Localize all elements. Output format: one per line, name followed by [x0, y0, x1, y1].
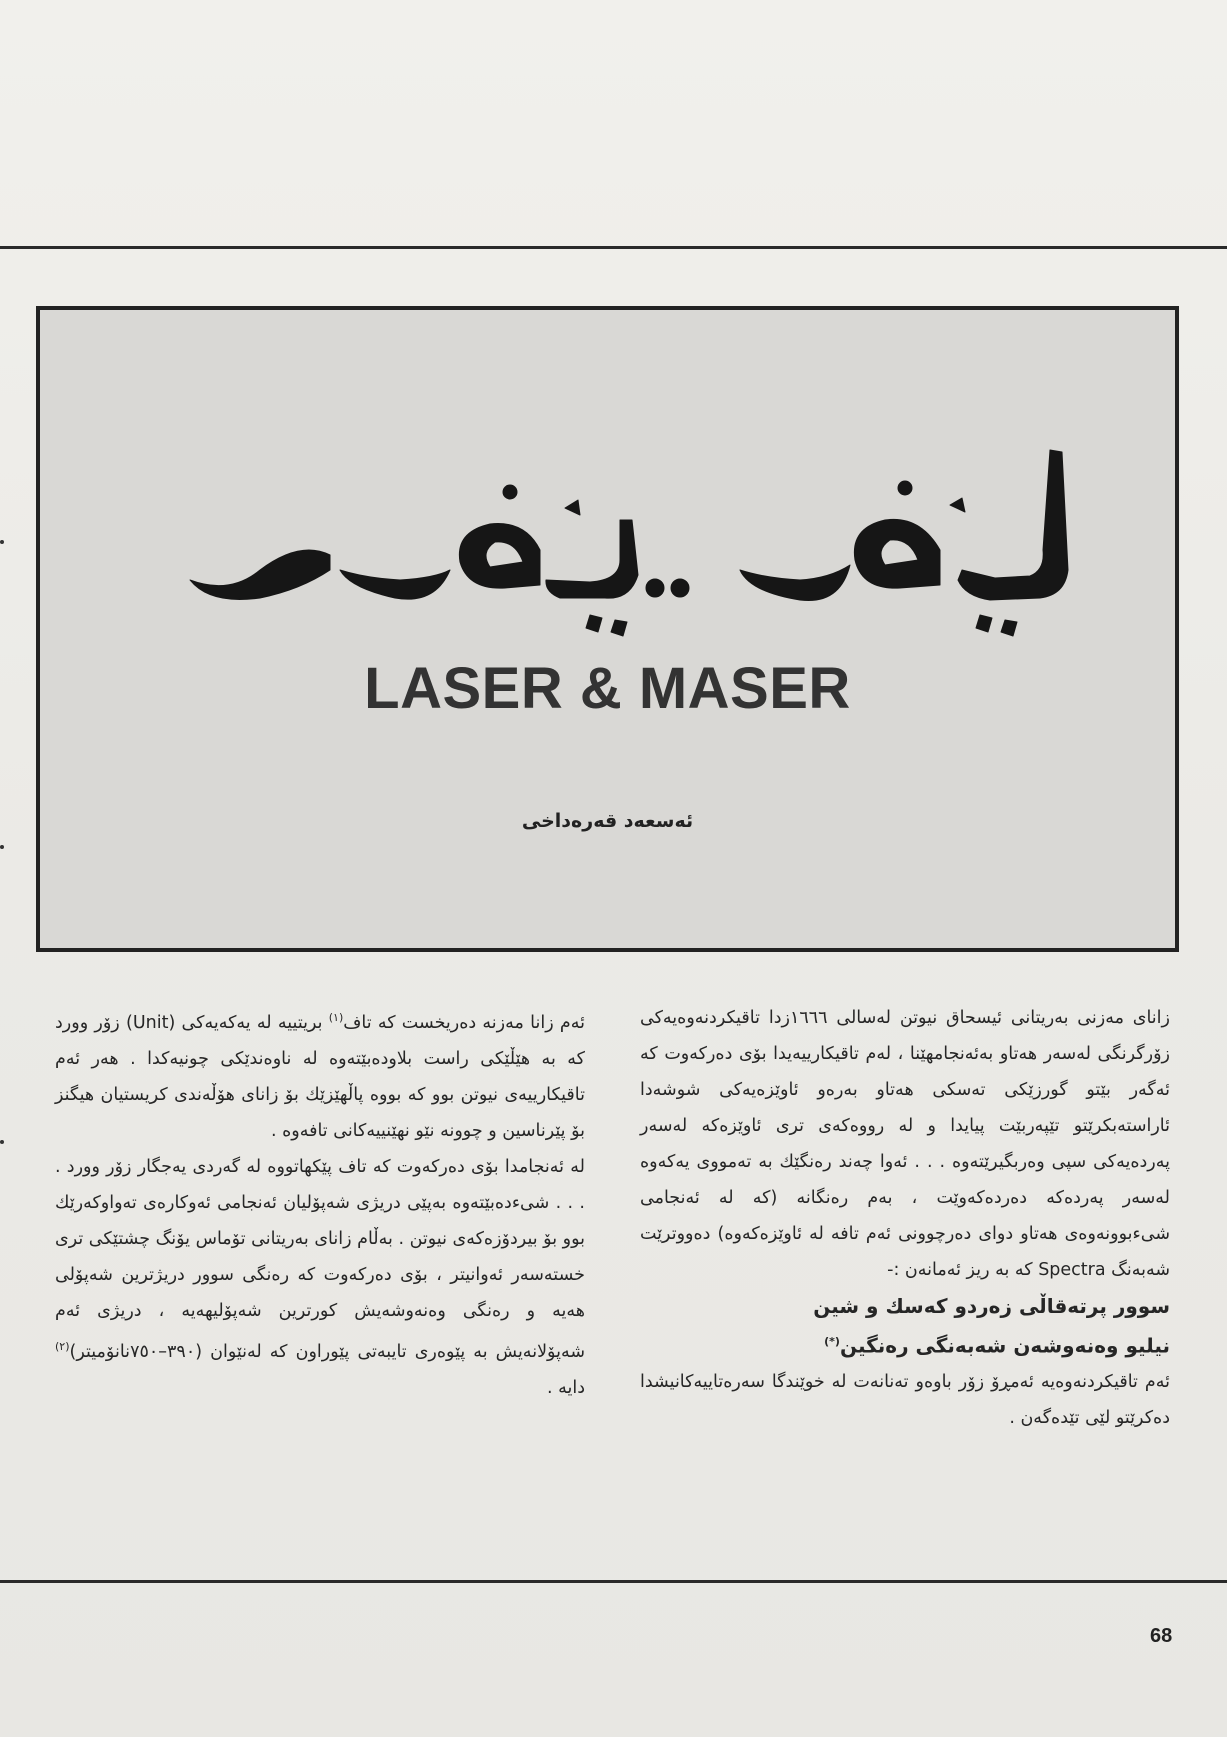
footnote-marker: (١): [328, 1011, 344, 1024]
paragraph: [55, 1149, 585, 1406]
paragraph: ئەم تاقیکردنەوەیە ئەمڕۆ زۆر باوەو تەنانەت لە خوێندگا سەرەتاییەکانیشدا دەکرێتو لێی تێدەگەن .: [640, 1371, 1170, 1428]
author-byline: ئەسعەد قەرەداخی: [521, 810, 694, 832]
paragraph-text: زۆر وورد کە بە هێڵێکی راست بلاودەبێتەوە لە ناوەندێکی چونیەکدا . هەر ئەم تاقیکارییەی نیوتن بوو کە بووە پاڵهێزێك بۆ زانای هۆڵەندی کریستیان هیگنز بۆ پێرناسین و چوونە نێو نهێنییەکانی تافەوە .: [55, 1012, 585, 1141]
spectrum-colors-line-1: سوور پرتەقاڵی زەردو کەسك و شین: [813, 1294, 1170, 1318]
unit-term: (Unit): [126, 1012, 176, 1033]
footnote-marker: (*): [824, 1335, 840, 1348]
bottom-rule: [0, 1580, 1227, 1583]
title-banner: [36, 306, 1179, 952]
paragraph-text: زانای مەزنی بەریتانی ئیسحاق نیوتن لەسالی ١٦٦٦زدا تاقیکردنەوەیەکی زۆرگرنگی لەسەر هەتاو بەئەنجامهێنا ، لەم تاقیکارییەیدا بۆی دەرکەوت کە ئەگەر بێتو گورزێکی تەسکی هەتاو بەرەو ئاوێزەیەکی شوشەدا ئاراستەبکرێتو تێپەربێت پیایدا و لە رووەکەی تری ئاوێزەکە لەسەر پەردەیەکی سپی وەربگیرێتەوە . . . ئەوا چەند رەنگێك بە تەمووی یەکەوە لەسەر پەردەکە دەردەکەوێت ، بەم رەنگانە (کە لە ئەنجامی شیءبوونەوەی هەتاو دوای دەرچوونی ئەم تافە لە ئاوێزەکەوە) دەووترێت شەبەنگ: [640, 1008, 1170, 1280]
spectrum-colors-text: نیلیو وەنەوشەن شەبەنگی رەنگین: [839, 1333, 1170, 1358]
paragraph: [640, 1000, 1170, 1288]
paragraph-text: ئەم زانا مەزنە دەریخست کە تاف: [343, 1012, 585, 1033]
paragraph-text: بریتییە لە یەکەیەکی: [181, 1012, 323, 1033]
edge-mark: [0, 845, 4, 849]
title-latin: LASER & MASER: [364, 656, 851, 721]
paragraph: [55, 1000, 585, 1149]
edge-mark: [0, 540, 4, 544]
text-column-left: [55, 1000, 585, 1406]
text-column-right: [640, 1000, 1170, 1436]
footnote-marker: (٢): [55, 1339, 70, 1353]
paragraph-text: لە ئەنجامدا بۆی دەرکەوت کە تاف پێکهاتووە لە گەردی یەجگار زۆر وورد . . . . شیءدەبێتەوە بەپێی دریژی شەپۆلیان ئەنجامی ئەوکارەی تەواوکەرێك بوو بۆ بیردۆزەکەی نیوتن . بەڵام زانای بەریتانی تۆماس یۆنگ چشتێکی تری خستەسەر ئەوانیتر ، بۆی دەرکەوت کە رەنگی سوور دریژترین شەپۆلی هەیە و رەنگی وەنەوشەیش کورترین شەپۆلیهەیە ، دریژی ئەم شەپۆلانەیش بە پێوەری تایبەتی پێوراون کە لەنێوان (٣٩٠–٧٥٠نانۆمیتر): [55, 1156, 585, 1362]
spectra-term: Spectra: [1038, 1260, 1106, 1280]
page-number: 68: [1150, 1625, 1173, 1647]
paragraph-text: کە بە ریز ئەمانەن :-: [887, 1260, 1033, 1280]
calligraphic-title-logo: [150, 420, 1130, 670]
edge-mark: [0, 1140, 4, 1144]
top-rule: [0, 246, 1227, 249]
spectrum-colors-line-2: [640, 1324, 1170, 1364]
paragraph-text: دایە .: [546, 1377, 585, 1398]
